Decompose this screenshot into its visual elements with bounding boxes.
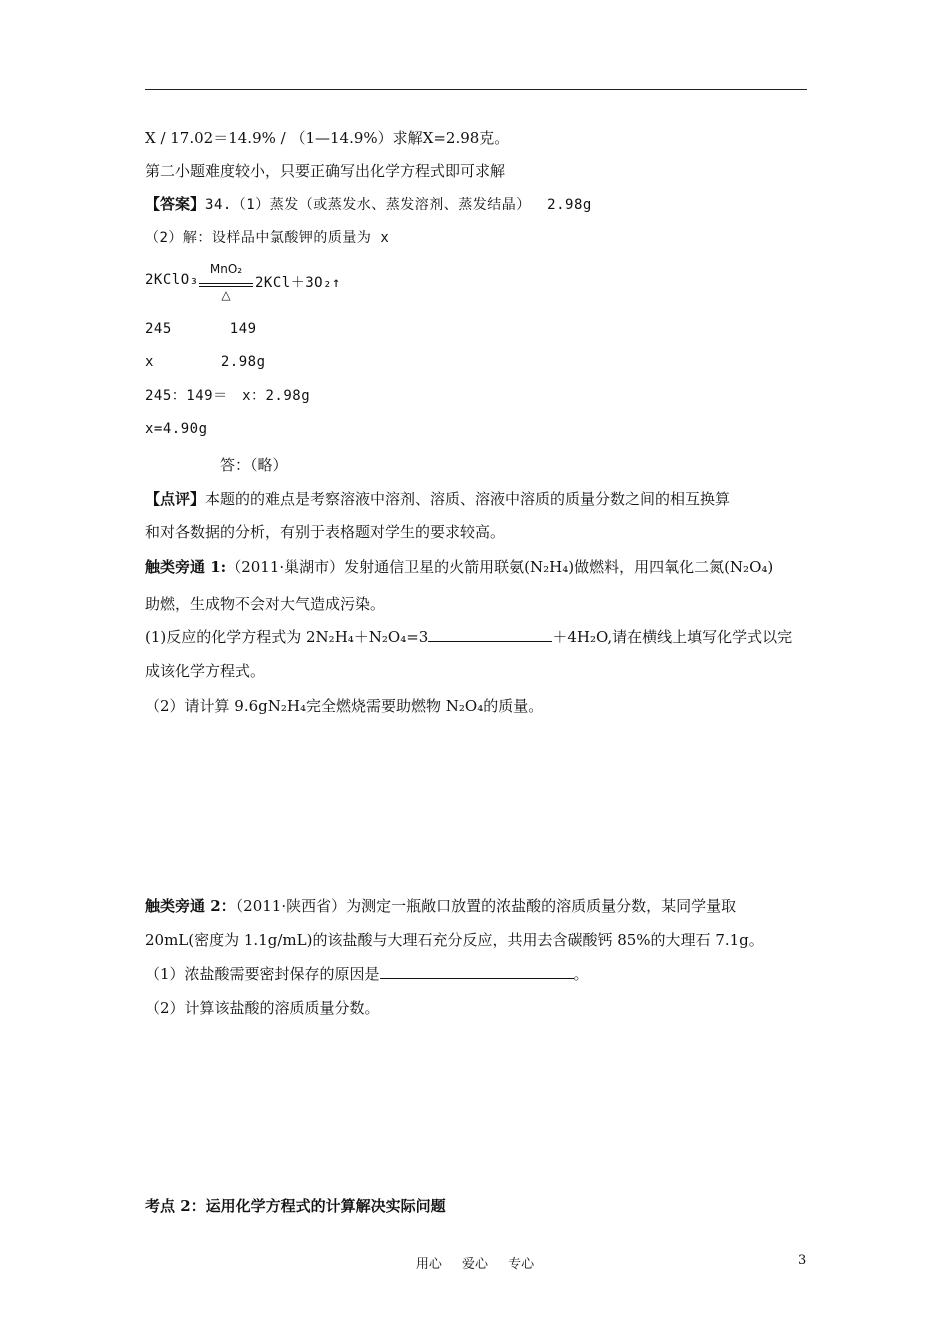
equation-arrow-line [199, 283, 253, 284]
footer-word: 爱心 [461, 1257, 488, 1272]
text-line: 和对各数据的分析，有别于表格题对学生的要求较高。 [145, 523, 506, 541]
text-line: x 2.98g [145, 354, 266, 370]
equation-catalyst: MnO₂ [209, 262, 243, 276]
footer-word: 专心 [508, 1257, 535, 1272]
section-heading: 考点 2：运用化学方程式的计算解决实际问题 [145, 1197, 446, 1215]
exercise-1-line [145, 557, 773, 577]
exercise-2-heading: 触类旁通 2： [145, 897, 236, 915]
text-line: X / 17.02＝14.9% / （1—14.9%）求解X=2.98克。 [145, 129, 510, 147]
exercise-2-line [145, 896, 736, 916]
page-number: 3 [798, 1253, 807, 1268]
answer-text: 34.（1）蒸发（或蒸发水、蒸发溶剂、蒸发结晶） 2.98g [205, 197, 592, 213]
text-line: 第二小题难度较小，只要正确写出化学方程式即可求解 [145, 162, 506, 180]
answer-line [145, 194, 592, 215]
text-line: 245 149 [145, 321, 257, 337]
text-line: 245：149＝ x：2.98g [145, 388, 311, 404]
comment-line [145, 489, 730, 509]
fill-text-a: （1）浓盐酸需要密封保存的原因是 [145, 965, 380, 983]
text-line: x=4.90g [145, 421, 208, 437]
answer-blank[interactable] [380, 964, 574, 979]
exercise-2-text: （2011·陕西省）为测定一瓶敞口放置的浓盐酸的溶质质量分数，某同学量取 [235, 897, 737, 915]
exercise-1-heading: 触类旁通 1: [145, 558, 227, 576]
header-rule [145, 89, 807, 90]
equation-reactant: 2KClO₃ [145, 272, 199, 288]
answer-label: 【答案】 [145, 195, 206, 213]
footer-word: 用心 [415, 1257, 442, 1272]
fill-line [145, 964, 589, 984]
text-line: （2）解：设样品中氯酸钾的质量为 x [145, 230, 390, 246]
fill-line [145, 627, 792, 647]
text-line: 成该化学方程式。 [145, 662, 266, 680]
exercise-1-text: （2011·巢湖市）发射通信卫星的火箭用联氨(N₂H₄)做燃料，用四氧化二氮(N₂O₄) [226, 558, 774, 576]
answer-blank[interactable] [428, 627, 552, 642]
text-line: 20mL(密度为 1.1g/mL)的该盐酸与大理石充分反应，共用去含碳酸钙 85%的大理石 7.1g。 [145, 931, 764, 949]
fill-text-b: 。 [573, 965, 589, 983]
fill-text-b: ＋4H₂O,请在横线上填写化学式以完 [552, 628, 793, 646]
text-line: 答：（略） [145, 456, 288, 474]
text-line: 助燃，生成物不会对大气造成污染。 [145, 595, 386, 613]
text-line: （2）请计算 9.6gN₂H₄完全燃烧需要助燃物 N₂O₄的质量。 [145, 697, 544, 715]
equation-arrow-line [199, 286, 253, 287]
text-line: （2）计算该盐酸的溶质质量分数。 [145, 999, 380, 1017]
heat-symbol: △ [221, 288, 231, 302]
page-footer [0, 1253, 950, 1272]
comment-label: 【点评】 [145, 490, 206, 508]
fill-text-a: (1)反应的化学方程式为 2N₂H₄＋N₂O₄=3 [145, 628, 429, 646]
equation-products: 2KCl＋3O₂↑ [255, 275, 341, 291]
comment-text: 本题的的难点是考察溶液中溶剂、溶质、溶液中溶质的质量分数之间的相互换算 [205, 490, 731, 508]
